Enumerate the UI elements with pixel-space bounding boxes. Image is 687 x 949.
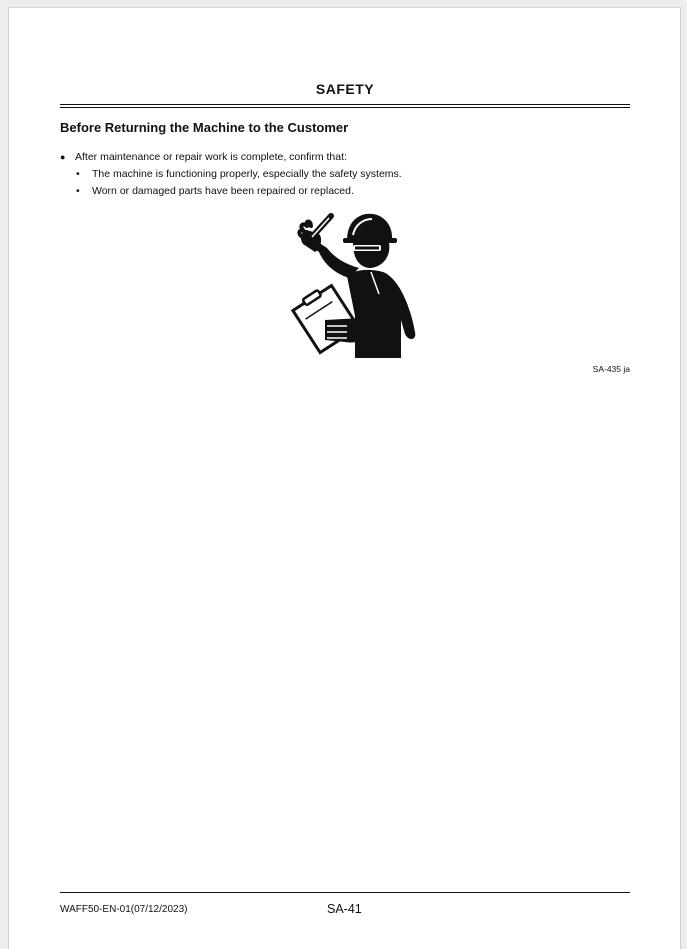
sub-bullet-marker: • <box>76 168 80 180</box>
bullet-marker: ● <box>60 152 66 162</box>
sub-bullet-marker: • <box>76 185 80 197</box>
document-id: WAFF50-EN-01(07/12/2023) <box>60 904 188 915</box>
header-divider <box>60 104 630 108</box>
sub-list-item <box>76 185 354 197</box>
footer-divider <box>60 892 630 893</box>
page-number: SA-41 <box>327 902 362 916</box>
section-title: SAFETY <box>315 81 375 97</box>
sub-list-item <box>76 168 402 180</box>
list-item <box>60 151 347 163</box>
bullet-text: After maintenance or repair work is complete, confirm that: <box>75 151 347 163</box>
figure-code: SA-435 ja <box>592 364 630 374</box>
sub-item-text: The machine is functioning properly, especially the safety systems. <box>92 168 402 180</box>
sub-item-text: Worn or damaged parts have been repaired or replaced. <box>92 185 354 197</box>
worker-with-clipboard-icon <box>279 208 419 358</box>
page-heading: Before Returning the Machine to the Customer <box>60 120 349 135</box>
document-page <box>8 7 681 949</box>
